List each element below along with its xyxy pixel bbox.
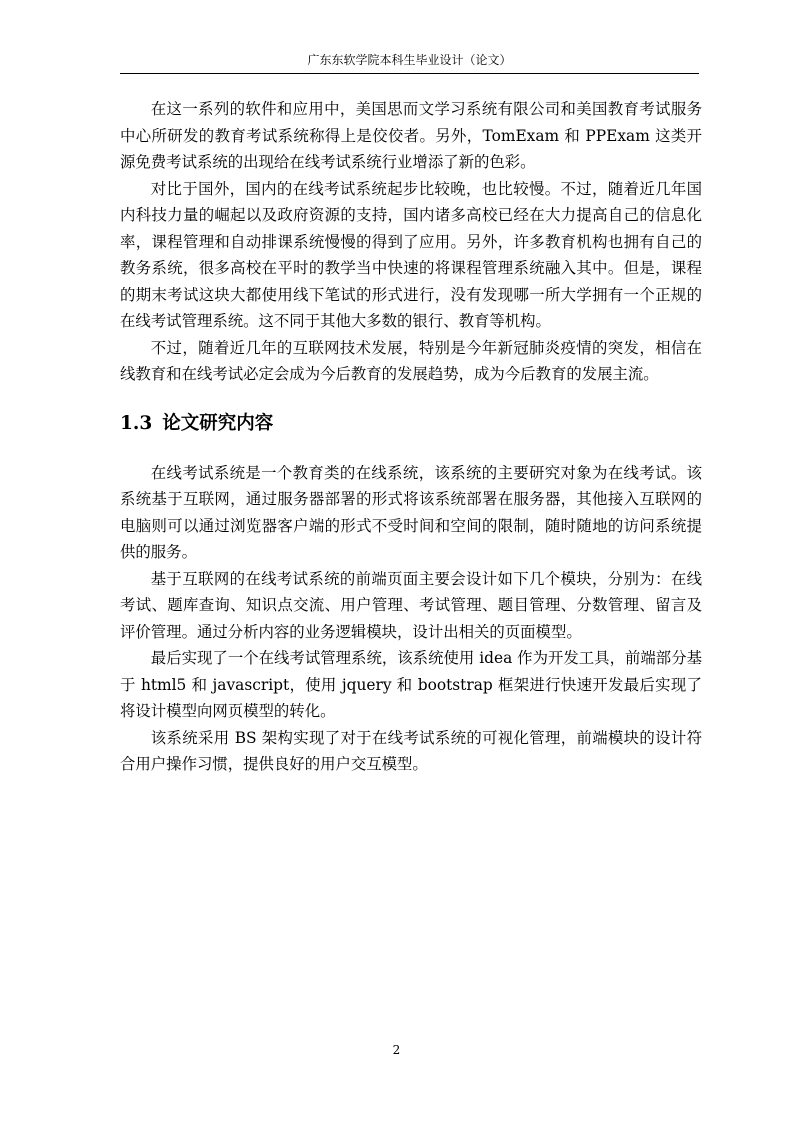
paragraph-future-trend: 不过，随着近几年的互联网技术发展，特别是今年新冠肺炎疫情的突发，相信在线教育和在线考试必定会成为今后教育的发展趋势，成为今后教育的发展主流。 — [120, 338, 702, 383]
paragraph-system-overview: 在线考试系统是一个教育类的在线系统，该系统的主要研究对象为在线考试。该系统基于互联网，通过服务器部署的形式将该系统部署在服务器，其他接入互联网的电脑则可以通过浏览器客户端的形式不受时间和空间的限制，随时随地的访问系统提供的服务。 — [120, 463, 702, 561]
header-divider — [120, 73, 699, 74]
page-number: 2 — [392, 1043, 401, 1057]
section-heading — [120, 388, 702, 460]
section-title: 论文研究内容 — [162, 412, 274, 434]
running-header: 广东东软学院本科生毕业设计（论文） — [307, 53, 512, 67]
paragraph-implementation: 最后实现了一个在线考试管理系统，该系统使用 idea 作为开发工具，前端部分基于 html5 和 javascript，使用 jquery 和 bootstrap 框架进行快速开发最后实现了将设计模型向网页模型的转化。 — [120, 649, 702, 720]
paragraph-bs-architecture: 该系统采用 BS 架构实现了对于在线考试系统的可视化管理，前端模块的设计符合用户操作习惯，提供良好的用户交互模型。 — [120, 728, 702, 773]
paragraph-domestic-status: 对比于国外，国内的在线考试系统起步比较晚，也比较慢。不过，随着近几年国内科技力量的崛起以及政府资源的支持，国内诸多高校已经在大力提高自己的信息化率，课程管理和自动排课系统慢慢的得到了应用。另外，许多教育机构也拥有自己的教务系统，很多高校在平时的教学当中快速的将课程管理系统融入其中。但是，课程的期末考试这块大都使用线下笔试的形式进行，没有发现哪一所大学拥有一个正规的在线考试管理系统。这不同于其他大多数的银行、教育等机构。 — [120, 179, 702, 330]
paragraph-intl-exam-systems: 在这一系列的软件和应用中，美国思而文学习系统有限公司和美国教育考试服务中心所研发的教育考试系统称得上是佼佼者。另外，TomExam 和 PPExam 这类开源免费考试系统的出现给在线考试系统行业增添了新的色彩。 — [120, 100, 702, 171]
paragraph-frontend-modules: 基于互联网的在线考试系统的前端页面主要会设计如下几个模块，分别为：在线考试、题库查询、知识点交流、用户管理、考试管理、题目管理、分数管理、留言及评价管理。通过分析内容的业务逻辑模块，设计出相关的页面模型。 — [120, 569, 702, 641]
page-body — [120, 96, 702, 778]
section-number: 1.3 — [120, 412, 153, 434]
